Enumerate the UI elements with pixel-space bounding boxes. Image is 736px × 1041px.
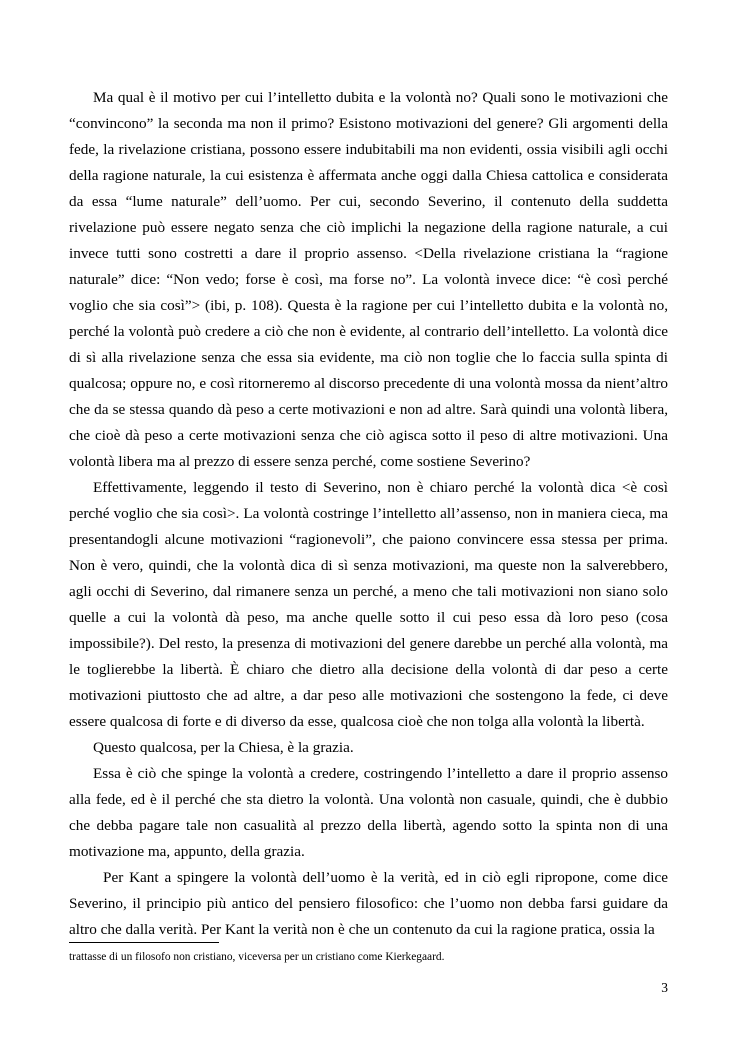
- body-paragraph-5: Per Kant a spingere la volontà dell’uomo è la verità, ed in ciò egli ripropone, come dice Severino, il principio più antico del pensiero filosofico: che l’uomo non debba farsi guidare da altro che dalla verità. Per Kant la verità non è che un contenuto da cui la ragione pratica, ossia la: [69, 869, 668, 938]
- page-number: 3: [661, 980, 668, 995]
- footnote-text: trattasse di un filosofo non cristiano, viceversa per un cristiano come Kierkegaard.: [69, 951, 445, 963]
- body-paragraph-3: Questo qualcosa, per la Chiesa, è la grazia.: [93, 739, 354, 756]
- footnote-separator-rule: [69, 942, 219, 943]
- body-paragraph-4: Essa è ciò che spinge la volontà a credere, costringendo l’intelletto a dare il proprio assenso alla fede, ed è il perché che sta dietro la volontà. Una volontà non casuale, quindi, che è dubbio che debba pagare tale non casualità al prezzo della libertà, agendo sotto la spinta non di una motivazione ma, appunto, della grazia.: [69, 765, 668, 860]
- page-body-text: [69, 85, 668, 943]
- footnote-area: [69, 942, 668, 965]
- body-paragraph-1: Ma qual è il motivo per cui l’intelletto dubita e la volontà no? Quali sono le motivazioni che “convincono” la seconda ma non il primo? Esistono motivazioni del genere? Gli argomenti della fede, la rivelazione cristiana, possono essere indubitabili ma non evidenti, ossia visibili agli occhi della ragione naturale, la cui esistenza è affermata anche oggi dalla Chiesa cattolica e considerata da essa “lume naturale” dell’uomo. Per cui, secondo Severino, il contenuto della suddetta rivelazione può essere negato senza che ciò implichi la negazione della ragione naturale, a cui invece tutti sono costretti a dare il proprio assenso. <Della rivelazione cristiana la “ragione naturale” dice: “Non vedo; forse è così, ma forse no”. La volontà invece dice: “è così perché voglio che sia così”> (ibi, p. 108). Questa è la ragione per cui l’intelletto dubita e la volontà no, perché la volontà può credere a ciò che non è evidente, al contrario dell’intelletto. La volontà dice di sì alla rivelazione senza che essa sia evidente, ma ciò non toglie che lo faccia sulla spinta di qualcosa; oppure no, e così ritorneremo al discorso precedente di una volontà mossa da nient’altro che da se stessa quando dà peso a certe motivazioni e non ad altre. Sarà quindi una volontà libera, che cioè dà peso a certe motivazioni senza che ciò agisca sotto il peso di altre motivazioni. Una volontà libera ma al prezzo di essere senza perché, come sostiene Severino?: [69, 89, 668, 470]
- body-paragraph-2: Effettivamente, leggendo il testo di Severino, non è chiaro perché la volontà dica <è così perché voglio che sia così>. La volontà costringe l’intelletto all’assenso, non in maniera cieca, ma presentandogli alcune motivazioni “ragionevoli”, che paiono convincere essa stessa per prima. Non è vero, quindi, che la volontà dica di sì senza motivazioni, ma queste non la salverebbero, agli occhi di Severino, dal rimanere senza un perché, a meno che tali motivazioni non siano solo quelle a cui la volontà dà peso, ma anche quelle sotto il cui peso essa dà loro peso (cosa impossibile?). Del resto, la presenza di motivazioni del genere darebbe un perché alla volontà, ma le toglierebbe la libertà. È chiaro che dietro alla decisione della volontà di dar peso a certe motivazioni piuttosto che ad altre, a dar peso alle motivazioni che sostengono la fede, ci deve essere qualcosa di forte e di diverso da esse, qualcosa cioè che non tolga alla volontà la libertà.: [69, 479, 668, 730]
